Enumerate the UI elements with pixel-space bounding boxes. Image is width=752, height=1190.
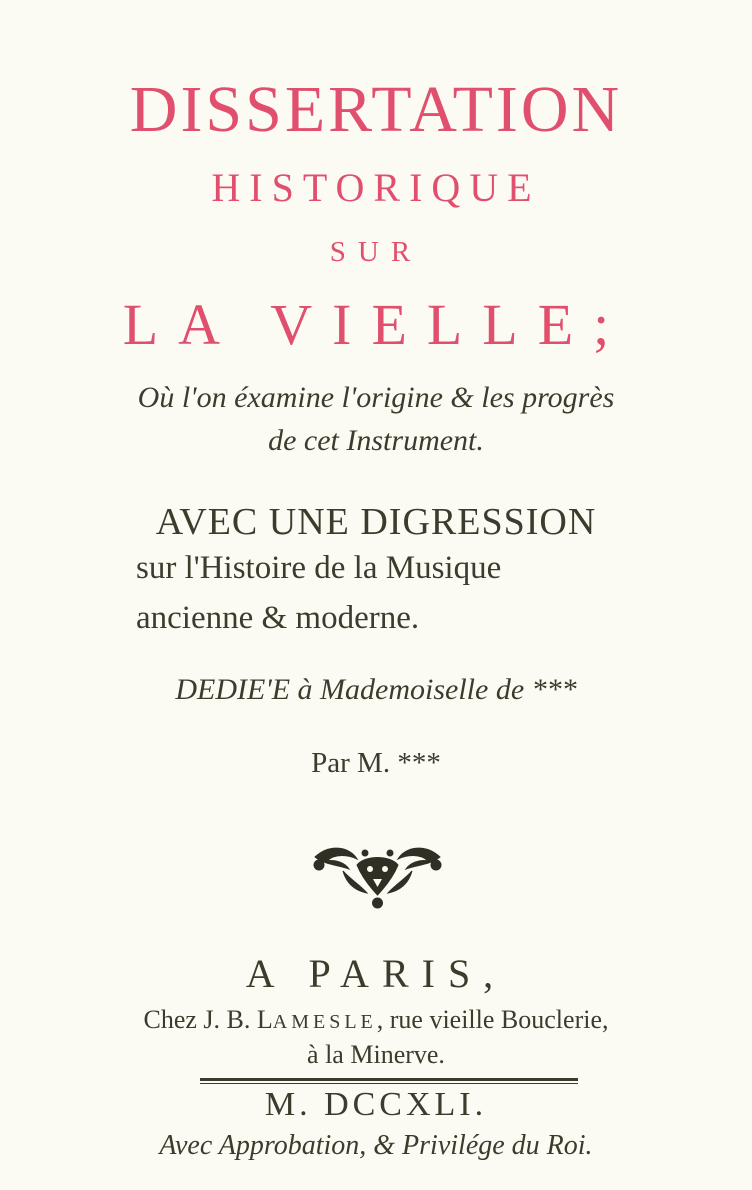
subtitle-line-1: Où l'on éxamine l'origine & les progrès (137, 381, 615, 414)
title-line-dissertation: DISSERTATION (129, 73, 623, 146)
imprint-privilege: Avec Approbation, & Privilége du Roi. (159, 1130, 593, 1161)
imprint-city: A PARIS, (245, 951, 507, 996)
imprint-sign: à la Minerve. (307, 1040, 445, 1069)
imprint-year: M. DCCXLI. (264, 1086, 488, 1123)
author-line: Par M. *** (311, 747, 441, 779)
digression-heading: AVEC UNE DIGRESSION (155, 501, 597, 543)
title-line-historique: HISTORIQUE (211, 165, 541, 210)
imprint-publisher (0, 1005, 752, 1035)
printers-fleuron-icon (305, 835, 450, 910)
title-line-sur: SUR (329, 236, 423, 268)
imprint-publisher-suffix: , rue vieille Bouclerie, (376, 1005, 609, 1034)
imprint-rule-thin (200, 1083, 578, 1084)
imprint-publisher-prefix: Chez J. B. L (143, 1005, 273, 1034)
dedication: DEDIE'E à Mademoiselle de *** (175, 673, 577, 706)
title-line-la-vielle: LA VIELLE; (122, 292, 630, 357)
imprint-rule (200, 1078, 578, 1081)
digression-line-3: ancienne & moderne. (136, 600, 420, 636)
subtitle-line-2: de cet Instrument. (268, 424, 484, 457)
digression-line-2: sur l'Histoire de la Musique (136, 550, 502, 586)
imprint-publisher-caps: AMESLE (272, 1011, 377, 1033)
